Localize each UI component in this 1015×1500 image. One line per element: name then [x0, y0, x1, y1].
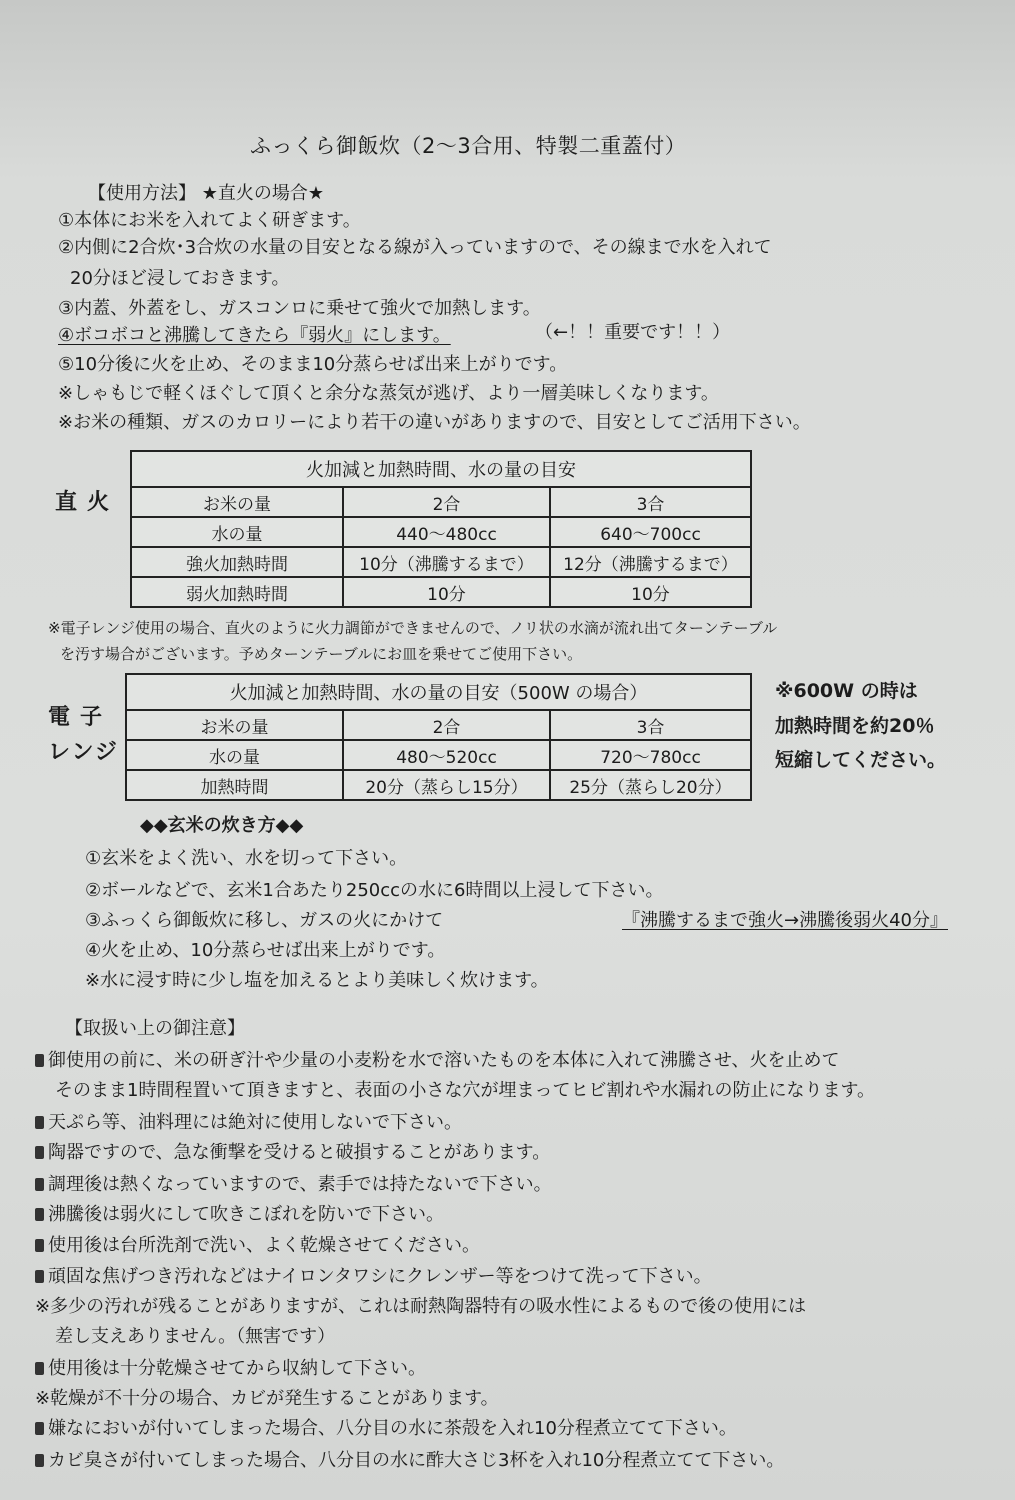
caution-item: ※乾燥が不十分の場合、カビが発生することがあります。 — [35, 1388, 499, 1409]
usage-note-2: ※お米の種類、ガスのカロリーにより若干の違いがありますので、目安としてご活用下さい。 — [58, 412, 811, 433]
table-row: 加熱時間 20分（蒸らし15分） 25分（蒸らし20分） — [126, 770, 751, 800]
usage-note-1: ※しゃもじで軽くほぐして頂くと余分な蒸気が逃げ、より一層美味しくなります。 — [58, 383, 719, 404]
caution-item: 沸騰後は弱火にして吹きこぼれを防いで下さい。 — [35, 1204, 444, 1226]
microwave-label-2: レンジ — [48, 740, 119, 765]
microwave-side-note-2: 加熱時間を約20％ — [775, 715, 935, 737]
microwave-side-note-1: ※600W の時は — [775, 680, 918, 702]
usage-step-3: ③内蓋、外蓋をし、ガスコンロに乗せて強火で加熱します。 — [58, 298, 541, 319]
table-row: 水の量 480～520cc 720～780cc — [126, 740, 751, 770]
caution-item: 調理後は熱くなっていますので、素手では持たないで下さい。 — [35, 1174, 552, 1196]
caution-item: 御使用の前に、米の研ぎ汁や少量の小麦粉を水で溶いたものを本体に入れて沸騰させ、火を止めて — [35, 1050, 839, 1072]
brown-rice-step-3: ③ふっくら御飯炊に移し、ガスの火にかけて — [85, 910, 444, 931]
usage-step-2: ②内側に2合炊･3合炊の水量の目安となる線が入っていますので、その線まで水を入れて — [58, 237, 772, 258]
table-row: お米の量 2合 3合 — [126, 710, 751, 740]
direct-fire-table-header: 火加減と加熱時間、水の量の目安 — [131, 451, 751, 487]
brown-rice-step-4: ④火を止め、10分蒸らせば出来上がりです。 — [85, 940, 446, 961]
caution-item: ※多少の汚れが残ることがありますが、これは耐熱陶器特有の吸水性によるもので後の使用には — [35, 1296, 807, 1317]
usage-step-2-cont: 20分ほど浸しておきます。 — [70, 268, 290, 289]
caution-item: 陶器ですので、急な衝撃を受けると破損することがあります。 — [35, 1142, 550, 1164]
usage-step-4: ④ボコボコと沸騰してきたら『弱火』にします。 — [58, 325, 451, 346]
brown-rice-note: ※水に浸す時に少し塩を加えるとより美味しく炊けます。 — [85, 970, 549, 991]
table-row: 弱火加熱時間 10分 10分 — [131, 577, 751, 607]
microwave-note-2: を汚す場合がございます。予めターンテーブルにお皿を乗せてご使用下さい。 — [60, 645, 583, 663]
caution-item: カビ臭さが付いてしまった場合、八分目の水に酢大さじ3杯を入れ10分程煮立てて下さい。 — [35, 1450, 784, 1472]
page-title: ふっくら御飯炊（2～3合用、特製二重蓋付） — [250, 134, 687, 158]
caution-item: 天ぷら等、油料理には絶対に使用しないで下さい。 — [35, 1112, 462, 1134]
direct-fire-table — [130, 450, 752, 608]
caution-item: 使用後は十分乾燥させてから収納して下さい。 — [35, 1358, 426, 1380]
microwave-note-1: ※電子レンジ使用の場合、直火のように火力調節ができませんので、ノリ状の水滴が流れ出てターンテーブル — [48, 619, 778, 637]
microwave-table — [125, 673, 752, 801]
table-row: 水の量 440～480cc 640～700cc — [131, 517, 751, 547]
direct-fire-label: 直火 — [55, 490, 120, 515]
microwave-table-header: 火加減と加熱時間、水の量の目安（500W の場合） — [126, 674, 751, 710]
microwave-side-note-3: 短縮してください。 — [775, 749, 947, 771]
caution-item: 使用後は台所洗剤で洗い、よく乾燥させてください。 — [35, 1235, 480, 1257]
microwave-label-1: 電子 — [48, 705, 113, 730]
brown-rice-step-2: ②ボールなどで、玄米1合あたり250ccの水に6時間以上浸して下さい。 — [85, 880, 664, 901]
table-row: お米の量 2合 3合 — [131, 487, 751, 517]
brown-rice-step-1: ①玄米をよく洗い、水を切って下さい。 — [85, 848, 408, 869]
usage-heading: 【使用方法】 ★直火の場合★ — [88, 183, 324, 204]
cautions-heading: 【取扱い上の御注意】 — [65, 1018, 245, 1039]
caution-item: そのまま1時間程置いて頂きますと、表面の小さな穴が埋まってヒビ割れや水漏れの防止になります。 — [55, 1080, 876, 1101]
usage-step-1: ①本体にお米を入れてよく研ぎます。 — [58, 210, 361, 231]
usage-step-4-note: （←！！重要です！！） — [535, 322, 731, 343]
caution-item: 差し支えありません。（無害です） — [55, 1326, 336, 1347]
caution-item: 頑固な焦げつき汚れなどはナイロンタワシにクレンザー等をつけて洗って下さい。 — [35, 1266, 712, 1288]
usage-step-5: ⑤10分後に火を止め、そのまま10分蒸らせば出来上がりです。 — [58, 354, 568, 375]
brown-rice-heading: ◆◆玄米の炊き方◆◆ — [140, 815, 304, 836]
table-row: 強火加熱時間 10分（沸騰するまで） 12分（沸騰するまで） — [131, 547, 751, 577]
caution-item: 嫌なにおいが付いてしまった場合、八分目の水に茶殻を入れ10分程煮立てて下さい。 — [35, 1418, 737, 1440]
brown-rice-step-3-emphasis: 『沸騰するまで強火→沸騰後弱火40分』 — [622, 910, 948, 931]
